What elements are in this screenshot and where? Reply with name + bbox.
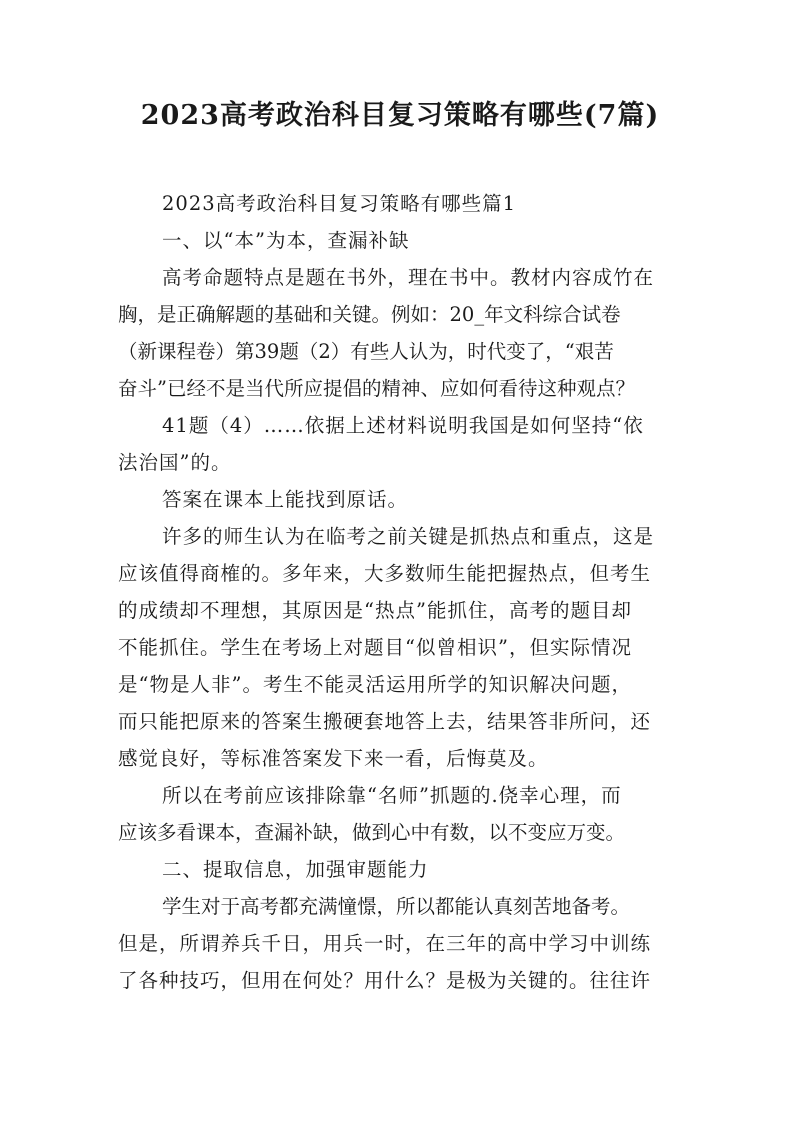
subsection-heading: 二、提取信息，加强审题能力: [162, 858, 429, 881]
paragraph-line: 而只能把原来的答案生搬硬套地答上去，结果答非所问，还: [118, 710, 652, 733]
paragraph-line: 但是，所谓养兵千日，用兵一时，在三年的高中学习中训练: [118, 932, 652, 955]
paragraph-line: 不能抓住。学生在考场上对题目“似曾相识”，但实际情况: [118, 636, 632, 659]
paragraph-line: 胸，是正确解题的基础和关键。例如：20_年文科综合试卷: [118, 303, 621, 326]
paragraph-line: 答案在课本上能找到原话。: [162, 488, 409, 511]
document-title: 2023高考政治科目复习策略有哪些(7篇): [140, 100, 660, 131]
paragraph-line: 的成绩却不理想，其原因是“热点”能抓住，高考的题目却: [118, 599, 632, 622]
paragraph-line: 了各种技巧，但用在何处？用什么？是极为关键的。往往许: [118, 969, 652, 992]
paragraph-line: 许多的师生认为在临考之前关键是抓热点和重点，这是: [162, 525, 655, 548]
paragraph-line: 是“物是人非”。考生不能灵活运用所学的知识解决问题，: [118, 673, 632, 696]
paragraph-line: 41题（4）……依据上述材料说明我国是如何坚持“依: [162, 414, 644, 437]
paragraph-line: 应该值得商榷的。多年来，大多数师生能把握热点，但考生: [118, 562, 652, 585]
document-body: [118, 185, 694, 999]
paragraph-line: （新课程卷）第39题（2）有些人认为，时代变了，“艰苦: [118, 340, 614, 363]
paragraph-line: 学生对于高考都充满憧憬，所以都能认真刻苦地备考。: [162, 895, 631, 918]
section-heading: 2023高考政治科目复习策略有哪些篇1: [162, 192, 517, 215]
subsection-heading: 一、以“本”为本，查漏补缺: [162, 229, 410, 252]
paragraph-line: 所以在考前应该排除靠“名师”抓题的.侥幸心理，而: [162, 784, 622, 807]
paragraph-line: 感觉良好，等标准答案发下来一看，后悔莫及。: [118, 747, 549, 770]
paragraph-line: 应该多看课本，查漏补缺，做到心中有数，以不变应万变。: [118, 821, 626, 844]
paragraph-line: 高考命题特点是题在书外，理在书中。教材内容成竹在: [162, 266, 655, 289]
paragraph-line: 奋斗”已经不是当代所应提倡的精神、应如何看待这种观点？: [118, 377, 635, 400]
paragraph-line: 法治国”的。: [118, 451, 232, 474]
